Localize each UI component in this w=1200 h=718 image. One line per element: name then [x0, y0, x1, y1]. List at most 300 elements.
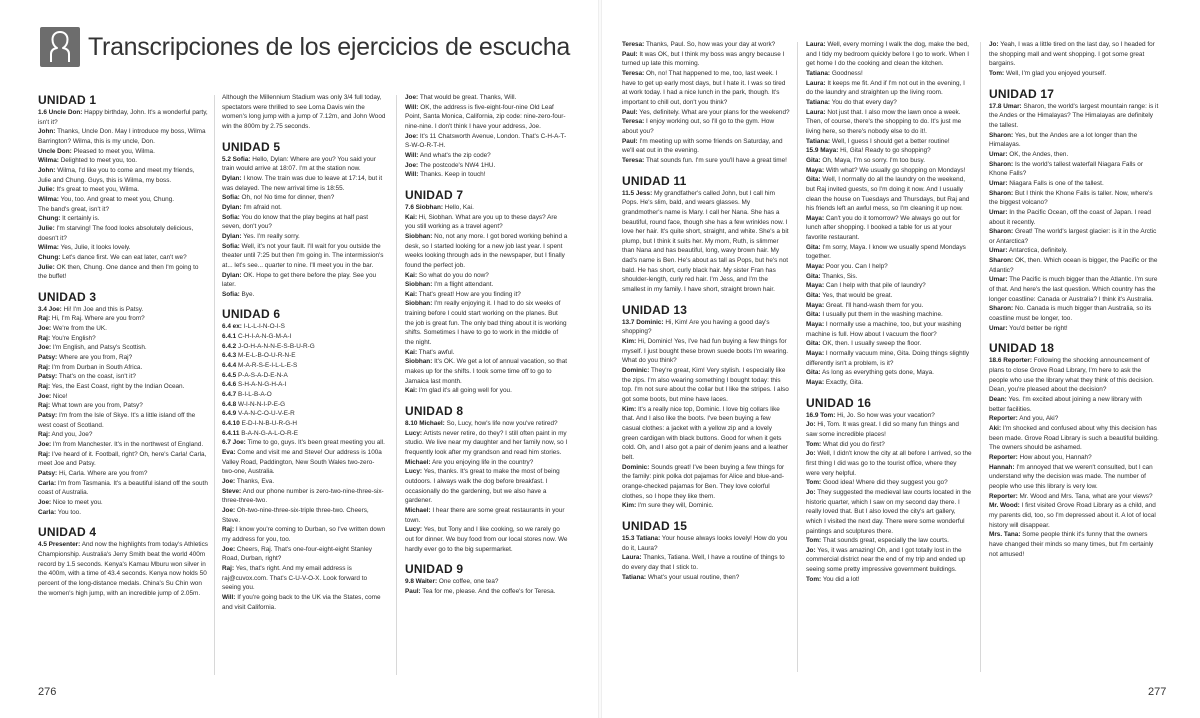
speaker-label: 18.6 Reporter: — [989, 357, 1032, 365]
speaker-label: 6.4.5 — [222, 371, 237, 379]
speaker-label: Kai: — [405, 290, 418, 298]
transcript-line — [405, 525, 568, 554]
dialogue-text: Wilma, I'd like you to come and meet my friends, Julie and Chung. Guys, this is Wilma, my boss. — [38, 166, 195, 184]
transcript-column-5 — [806, 40, 972, 680]
speaker-label: Siobhan: — [405, 232, 433, 240]
dialogue-text: That sounds fun. I'm sure you'll have a great time! — [645, 156, 787, 164]
transcript-line — [222, 193, 386, 203]
transcript-line — [806, 349, 972, 368]
dialogue-text: Hello, Kai. — [444, 203, 474, 211]
dialogue-text: In the Pacific Ocean, off the coast of Japan. I read about it recently. — [989, 208, 1151, 226]
dialogue-text: B-I-L-B-A-O — [238, 391, 272, 399]
speaker-label: Gita: — [806, 156, 821, 164]
dialogue-text: It's a really nice top, Dominic. I love big collars like that. And I also like the boots. I've been buying a few casual clothes: a jacket with a yellow zip and a lovely green cardigan with black buttons. Good for when it gets cold. Oh, and I also got a pair of denim jeans and a leather belt. — [622, 405, 788, 461]
speaker-label: Teresa: — [622, 156, 645, 164]
dialogue-text: You did a lot! — [822, 575, 860, 583]
transcript-line — [222, 371, 386, 381]
speaker-label: Gita: — [806, 369, 821, 377]
dialogue-text: The postcode's NW4 1HU. — [419, 161, 496, 169]
dialogue-text: Mr. Wood and Mrs. Tana, what are your views? — [1019, 492, 1153, 500]
speaker-label: Sharon: — [989, 257, 1014, 265]
dialogue-text: As long as everything gets done, Maya. — [822, 369, 934, 377]
transcript-line — [405, 577, 568, 587]
transcript-line — [38, 195, 208, 205]
transcript-line — [405, 103, 568, 132]
dialogue-text: I'm a flight attendant. — [434, 281, 494, 289]
transcript-line — [38, 430, 208, 440]
speaker-label: Gita: — [806, 292, 821, 300]
speaker-label: 6.4.4 — [222, 362, 237, 370]
transcript-line — [222, 448, 386, 477]
dialogue-text: One coffee, one tea? — [438, 578, 499, 586]
dialogue-text: Let's dance first. We can eat later, can't we? — [62, 253, 187, 261]
speaker-label: Raj: — [38, 315, 51, 323]
dialogue-text: Great! The world's largest glacier: is it in the Arctic or Antarctica? — [989, 228, 1157, 245]
transcript-line — [405, 587, 568, 597]
speaker-label: Maya: — [806, 350, 825, 357]
speaker-label: 15.3 Tatiana: — [622, 534, 661, 542]
dialogue-text: Yes, Julie, it looks lovely. — [60, 244, 131, 252]
transcript-line — [989, 463, 1159, 492]
dialogue-text: OK, then. I usually sweep the floor. — [822, 340, 922, 348]
speaker-label: Reporter: — [989, 492, 1018, 500]
speaker-label: Joe: — [38, 325, 52, 333]
speaker-label: Carla: — [38, 508, 57, 516]
dialogue-text: Poor you. Can I help? — [825, 263, 888, 271]
speaker-label: Kim: — [622, 502, 637, 510]
transcript-line — [622, 117, 790, 136]
speaker-label: Sharon: — [989, 131, 1014, 139]
dialogue-text: It's OK. We get a lot of annual vacation, so that makes up for the shifts. I took some time off to go to Jamaica last month. — [405, 358, 568, 385]
transcript-line — [222, 400, 386, 410]
dialogue-text: Thanks, Paul. So, how was your day at work? — [645, 41, 776, 48]
dialogue-text: What's your usual routine, then? — [647, 573, 740, 581]
speaker-label: Patsy: — [38, 412, 58, 420]
speaker-label: 6.4.2 — [222, 342, 237, 350]
dialogue-text: Where are you from, Raj? — [58, 354, 133, 362]
speaker-label: Patsy: — [38, 354, 58, 362]
transcript-line — [222, 203, 386, 213]
transcript-line — [38, 127, 208, 146]
speaker-label: Sharon: — [989, 189, 1014, 197]
dialogue-text: That's on the coast, isn't it? — [58, 373, 136, 381]
speaker-label: Joe: — [222, 545, 236, 553]
dialogue-text: Hi, Kim! Are you having a good day's shopping? — [622, 318, 770, 336]
dialogue-text: Well, it's not your fault. I'll wait for you outside the theater until 7:25 but then I'm going in. The intermission's at... let's see... quarter to nine. I'll meet you in the bar. — [222, 242, 384, 269]
transcript-line — [989, 492, 1159, 502]
speaker-label: Raj: — [222, 564, 235, 572]
transcript-line — [405, 348, 568, 358]
unit-heading: UNIDAD 13 — [622, 302, 688, 317]
transcript-line — [806, 478, 972, 488]
speaker-label: Michael: — [405, 506, 431, 514]
speaker-label: Laura: — [806, 41, 826, 48]
transcript-line — [38, 108, 208, 127]
dialogue-text: And our phone number is zero-two-nine-three-six-three-three-two. — [222, 487, 384, 505]
speaker-label: 3.4 Joe: — [38, 305, 62, 313]
transcript-line — [405, 290, 568, 300]
speaker-label: Wilma: — [38, 244, 59, 252]
dialogue-text: They suggested the medieval law courts located in the historic quarter, which I saw on my second day there. I really loved that. But I also loved the city's art gallery, which I visited the next day. There were some wonderful paintings and sculptures there. — [806, 488, 972, 535]
transcript-line — [38, 343, 208, 353]
unit-heading: UNIDAD 17 — [989, 86, 1055, 101]
dialogue-text: Great. I'll hand-wash them for you. — [825, 301, 924, 309]
transcript-line — [806, 368, 972, 378]
dialogue-text: You're English? — [51, 334, 96, 342]
dialogue-text: Well, I normally do all the laundry on the weekend, but Raj invited guests, so I'm doing it now. And I usually clean the house on Tuesdays and Thursdays, but Raj and his friends left an awful mess, so I'm cleaning it up now. — [806, 176, 970, 213]
dialogue-text: I'm from Manchester. It's in the northwest of England. — [52, 441, 204, 448]
dialogue-text: Not just that. I also mow the lawn once a week. Then, of course, there's the shopping to do. It's just me living here, so there's nobody else to do it!. — [806, 108, 962, 135]
dialogue-text: Some people think it's funny that the owners have changed their minds so many times, but I'm certainly not amused! — [989, 531, 1154, 558]
transcript-line — [622, 318, 790, 337]
speaker-label: Sharon: — [989, 305, 1014, 313]
speaker-label: Julie: — [38, 186, 55, 194]
transcript-line — [405, 203, 568, 213]
dialogue-text: Nice to meet you. — [52, 498, 103, 506]
speaker-label: Tom: — [806, 575, 822, 583]
speaker-label: 1.6 Uncle Don: — [38, 109, 83, 116]
dialogue-text: Happy birthday, John. It's a wonderful party, isn't it? — [38, 109, 208, 126]
transcript-line — [405, 506, 568, 525]
speaker-label: Sharon: — [989, 228, 1014, 236]
speaker-label: Mrs. Tana: — [989, 531, 1021, 539]
dialogue-text: I hear there are some great restaurants in your town. — [405, 506, 565, 524]
speaker-label: Joe: — [38, 344, 52, 352]
transcript-line — [989, 246, 1159, 256]
transcript-line — [989, 395, 1159, 414]
page-header — [40, 27, 570, 67]
speaker-label: Eva: — [222, 449, 236, 456]
speaker-label: 8.10 Michael: — [405, 420, 445, 428]
transcript-column-1 — [38, 93, 208, 677]
speaker-label: Teresa: — [622, 69, 645, 77]
speaker-label: Dylan: — [222, 174, 242, 182]
dialogue-text: It was OK, but I think my boss was angry because I turned up late this morning. — [622, 50, 785, 68]
column-divider — [980, 42, 981, 672]
speaker-label: Umar: — [989, 208, 1008, 216]
speaker-label: Laura: — [806, 108, 826, 116]
transcript-line — [806, 108, 972, 137]
speaker-label: Patsy: — [38, 373, 58, 381]
speaker-label: Dean: — [989, 396, 1007, 403]
speaker-label: Hannah: — [989, 463, 1015, 471]
dialogue-text: V-A-N-C-O-U-V-E-R — [238, 410, 295, 418]
transcript-line — [38, 214, 208, 224]
transcript-line — [222, 332, 386, 342]
dialogue-text: And what's the zip code? — [419, 151, 491, 159]
speaker-label: Teresa: — [622, 118, 645, 126]
speaker-label: 11.5 Jess: — [622, 189, 653, 197]
speaker-label: 6.4.6 — [222, 381, 237, 389]
dialogue-text: I'm afraid not. — [243, 203, 282, 211]
transcript-line — [989, 131, 1159, 150]
dialogue-text: I usually put them in the washing machine. — [822, 311, 943, 319]
dialogue-text: M-E-L-B-O-U-R-N-E — [238, 352, 296, 360]
dialogue-text: I've heard of it. Football, right? Oh, here's Carla! Carla, meet Joe and Patsy. — [38, 450, 207, 468]
dialogue-text: The band's great, isn't it? — [38, 205, 110, 213]
speaker-label: Gita: — [806, 340, 821, 348]
speaker-label: Reporter: — [989, 453, 1018, 461]
speaker-label: 6.4.7 — [222, 391, 237, 399]
transcript-line — [222, 351, 386, 361]
speaker-label: Chung: — [38, 215, 61, 223]
speaker-label: Tatiana: — [806, 69, 831, 77]
speaker-label: Dylan: — [222, 232, 242, 240]
speaker-label: Wilma: — [38, 157, 59, 165]
speaker-label: Joe: — [38, 392, 52, 400]
dialogue-text: I'm starving! The food looks absolutely delicious, doesn't it? — [38, 224, 194, 242]
dialogue-text: I'm meeting up with some friends on Saturday, and we'll eat out in the evening. — [622, 137, 783, 155]
speaker-label: Dylan: — [222, 203, 242, 211]
transcript-line — [806, 378, 972, 388]
transcript-line — [806, 301, 972, 311]
speaker-label: Sofia: — [222, 242, 240, 250]
dialogue-text: I'm shocked and confused about why this decision has been made. Grove Road Library is such a beautiful building. The owners should be ashamed. — [989, 424, 1159, 452]
speaker-label: Mr. Wood: — [989, 502, 1020, 510]
transcript-line — [622, 573, 790, 583]
transcript-line — [622, 463, 790, 502]
speaker-label: Julie: — [38, 224, 55, 232]
transcript-line — [806, 146, 972, 156]
speaker-label: Lucy: — [405, 468, 423, 476]
speaker-label: Chung: — [38, 253, 61, 261]
dialogue-text: So what do you do now? — [418, 271, 489, 279]
dialogue-text: That would be great. Thanks, Will. — [419, 94, 517, 101]
speaker-label: Joe: — [222, 506, 236, 514]
transcript-line — [222, 342, 386, 352]
dialogue-text: Thanks. Keep in touch! — [420, 171, 486, 179]
unit-heading: UNIDAD 3 — [38, 289, 97, 304]
speaker-label: Siobhan: — [405, 300, 433, 308]
transcript-line — [806, 156, 972, 166]
transcript-line — [222, 487, 386, 506]
transcript-line — [622, 337, 790, 366]
dialogue-text: Yes, thanks. It's great to make the most of being outdoors. I always walk the dog before breakfast. I occasionally do the gardening, but we also have a gardener. — [405, 468, 560, 505]
dialogue-text: If you're going back to the UK via the States, come and visit California. — [222, 593, 381, 611]
transcript-line — [222, 506, 386, 525]
speaker-label: Joe: — [405, 132, 419, 140]
speaker-label: Kai: — [405, 387, 418, 395]
dialogue-text: J-O-H-A-N-N-E-S-B-U-R-G — [238, 342, 315, 350]
dialogue-text: I first visited Grove Road Library as a child, and my parents did, too, so I'm depressed about it. A lot of local history will disappear. — [989, 502, 1156, 529]
speaker-label: Raj: — [38, 383, 51, 391]
transcript-line — [222, 361, 386, 371]
transcript-line — [989, 453, 1159, 463]
speaker-label: Maya: — [806, 166, 825, 174]
transcript-line — [989, 227, 1159, 246]
transcript-line — [989, 414, 1159, 424]
speaker-label: Jo: — [806, 450, 816, 458]
speaker-label: Gita: — [806, 176, 821, 184]
dialogue-text: Artists never retire, do they? I still often paint in my studio. We live near my daughter and her family now, so I frequently look after my grandson and read him stories. — [405, 429, 568, 456]
transcript-line — [222, 593, 386, 612]
dialogue-text: And you, Aki? — [1019, 415, 1059, 423]
speaker-label: Uncle Don: — [38, 147, 72, 155]
speaker-label: Carla: — [38, 479, 57, 487]
transcript-line — [806, 272, 972, 282]
speaker-label: Will: — [405, 151, 419, 159]
transcript-line — [622, 69, 790, 108]
speaker-label: Siobhan: — [405, 281, 433, 289]
dialogue-text: OK then, Chung. One dance and then I'm going to the buffet! — [38, 263, 199, 281]
speaker-label: Aki: — [989, 424, 1002, 432]
speaker-label: 6.7 Joe: — [222, 439, 246, 447]
transcript-line — [38, 314, 208, 324]
speaker-label: Jo: — [989, 41, 999, 48]
transcript-line — [622, 156, 790, 166]
dialogue-text: Oh, no! No time for dinner, then? — [241, 194, 335, 202]
transcript-line — [38, 324, 208, 334]
dialogue-text: I'm English, and Patsy's Scottish. — [52, 344, 147, 352]
speaker-label: 7.6 Siobhan: — [405, 203, 443, 211]
transcript-line — [806, 262, 972, 272]
transcript-line — [806, 69, 972, 79]
dialogue-text: M-A-R-S-E-I-L-L-E-S — [238, 362, 298, 370]
transcript-line — [38, 498, 208, 508]
transcript-line — [405, 213, 568, 232]
transcript-line — [38, 305, 208, 315]
speaker-label: Paul: — [405, 587, 421, 595]
dialogue-text: Oh, no! That happened to me, too, last week. I have to get up early most days, but I hate it. I was so tired at work today. I had a nice lunch in the park, though. It's important to chill out, don't you think? — [622, 69, 786, 106]
dialogue-text: Good idea! Where did they suggest you go? — [822, 479, 948, 487]
dialogue-text: W-I-N-N-I-P-E-G — [238, 400, 286, 408]
dialogue-text: Hi, Jo. So how was your vacation? — [837, 411, 935, 419]
transcript-line — [622, 137, 790, 156]
transcript-line — [622, 108, 790, 118]
dialogue-text: Sharon, the world's largest mountain range: is it the Andes or the Himalayas? The Himalayas are definitely the tallest. — [989, 102, 1159, 129]
speaker-label: Dominic: — [622, 367, 650, 375]
transcript-line — [989, 150, 1159, 160]
dialogue-text: Yes, but Tony and I like cooking, so we rarely go out for dinner. We buy food from our local stores now. We hardly ever go to the big supermarket. — [405, 526, 568, 553]
dialogue-text: Well, every morning I walk the dog, make the bed, and I tidy my bedroom quickly before I go to work. When I get home I do the cooking and clean the kitchen. — [806, 41, 970, 68]
speaker-label: Raj: — [38, 363, 51, 371]
speaker-label: Tom: — [989, 69, 1005, 77]
speaker-label: Paul: — [622, 137, 638, 145]
transcript-line — [222, 155, 386, 174]
transcript-line — [38, 147, 208, 157]
transcript-line — [38, 440, 208, 450]
dialogue-text: It certainly is. — [62, 215, 100, 223]
transcript-line — [38, 263, 208, 282]
transcript-line — [38, 185, 208, 195]
dialogue-text: Yes. I'm really sorry. — [243, 232, 300, 240]
speaker-label: Maya: — [806, 301, 825, 309]
speaker-label: Lucy: — [405, 429, 423, 437]
speaker-label: Kim: — [622, 405, 637, 413]
speaker-label: Jo: — [806, 546, 816, 554]
transcript-line — [405, 271, 568, 281]
speaker-label: Tatiana: — [622, 573, 647, 581]
speaker-label: 6.4.9 — [222, 410, 237, 418]
transcript-line — [405, 93, 568, 103]
transcript-line — [989, 40, 1159, 69]
speaker-label: Teresa: — [622, 41, 645, 48]
speaker-label: Tatiana: — [806, 98, 831, 106]
speaker-label: Will: — [405, 171, 419, 179]
transcript-column-4 — [622, 40, 790, 680]
speaker-label: 6.4.3 — [222, 352, 237, 360]
speaker-label: Jo: — [806, 488, 816, 496]
transcript-line — [405, 232, 568, 271]
transcript-line — [806, 291, 972, 301]
transcript-line — [989, 304, 1159, 323]
dialogue-text: You do that every day? — [831, 98, 897, 106]
transcript-line — [38, 469, 208, 479]
dialogue-text: And you, Joe? — [51, 431, 93, 439]
speaker-label: 15.9 Maya: — [806, 147, 839, 155]
speaker-label: Maya: — [806, 378, 825, 386]
unit-heading: UNIDAD 7 — [405, 187, 464, 202]
transcript-line — [38, 166, 208, 185]
speaker-label: Kim: — [622, 338, 637, 346]
speaker-label: Maya: — [806, 214, 825, 222]
dialogue-text: That sounds great, especially the law courts. — [822, 537, 949, 545]
transcript-line — [806, 98, 972, 108]
unit-heading: UNIDAD 11 — [622, 173, 687, 188]
transcript-column-3 — [405, 93, 568, 677]
speaker-label: Kai: — [405, 348, 418, 356]
dialogue-text: Can I help with that pile of laundry? — [825, 282, 926, 290]
speaker-label: Maya: — [806, 263, 825, 271]
speaker-label: Gita: — [806, 272, 821, 280]
dialogue-text: Sounds great! I've been buying a few things for the family: pink polka dot pajamas for Alice and blue-and-orange-checked pajamas for Ben. They love colorful clothes, so I hope they like them. — [622, 463, 785, 500]
speaker-label: Joe: — [222, 477, 236, 485]
dialogue-text: My grandfather's called John, but I call him Pops. He's slim, bald, and wears glasses. My grandmother's name is Mary. I call her Nana. She has a beautiful, round face, though she has a few wrinkles now. I love her hair. It's quite short, straight, and white. She's a bit plump, but I think it suits her. My mom, Ruth, is slimmer than Nana and has beautiful, long, wavy brown hair. My dad's name is Ben. He's about as tall as Pops, but he's not bald. He has short, curly black hair. My sister Fran has shoulder-length, curly red hair. I'm Jess, and I'm the smallest in my family. I have short, straight brown hair. — [622, 189, 789, 294]
dialogue-text: Well, I guess I should get a better routine! — [831, 137, 950, 145]
unit-heading: UNIDAD 18 — [989, 341, 1055, 356]
transcript-line — [989, 256, 1159, 275]
transcript-line — [622, 366, 790, 405]
speaker-label: Tatiana: — [806, 137, 831, 145]
dialogue-text: Yeah, I was a little tired on the last day, so I headed for the shopping mall and went shopping. I got some great bargains. — [989, 41, 1155, 68]
dialogue-text: Yes. I'm excited about joining a new library with better facilities. — [989, 396, 1142, 413]
dialogue-text: No. Canada is much bigger than Australia, so its coastline must be longer, too. — [989, 305, 1152, 323]
transcript-line — [222, 242, 386, 271]
transcript-line — [222, 545, 386, 564]
dialogue-text: P-A-S-A-D-E-N-A — [238, 371, 288, 379]
dialogue-text: I know. The train was due to leave at 17:14, but it was delayed. The new arrival time is 18:55. — [222, 174, 383, 192]
transcript-line — [806, 420, 972, 439]
dialogue-text: Cheers, Raj. That's one-four-eight-eight Stanley Road, Durban, right? — [222, 545, 372, 563]
transcript-line — [222, 429, 386, 439]
transcript-line — [405, 299, 568, 347]
transcript-line — [222, 271, 386, 290]
transcript-line — [38, 156, 208, 166]
speaker-label: Wilma: — [38, 195, 59, 203]
right-page — [600, 0, 1200, 718]
speaker-label: Patsy: — [38, 469, 58, 477]
transcript-line — [806, 137, 972, 147]
transcript-line — [38, 508, 208, 518]
speaker-label: 16.9 Tom: — [806, 411, 836, 419]
page-number-right: 277 — [1148, 686, 1167, 698]
transcript-column-2 — [222, 93, 386, 677]
dialogue-text: Goodness! — [831, 69, 863, 77]
transcript-line — [989, 501, 1159, 530]
speaker-label: Raj: — [38, 431, 51, 439]
dialogue-text: OK. Hope to get there before the play. See you later. — [222, 271, 377, 289]
dialogue-text: Tea for me, please. And the coffee's for Teresa. — [422, 587, 556, 595]
unit-heading: UNIDAD 16 — [806, 395, 872, 410]
dialogue-text: Pleased to meet you, Wilma. — [73, 147, 155, 155]
transcript-line — [989, 275, 1159, 304]
transcript-line — [405, 419, 568, 429]
unit-heading: UNIDAD 9 — [405, 562, 464, 577]
dialogue-text: Hi! I'm Joe and this is Patsy. — [63, 305, 144, 313]
dialogue-text: Yes, the East Coast, right by the Indian Ocean. — [51, 383, 185, 391]
transcript-line — [405, 357, 568, 386]
dialogue-text: I know you're coming to Durban, so I've written down my address for you, too. — [222, 526, 386, 543]
